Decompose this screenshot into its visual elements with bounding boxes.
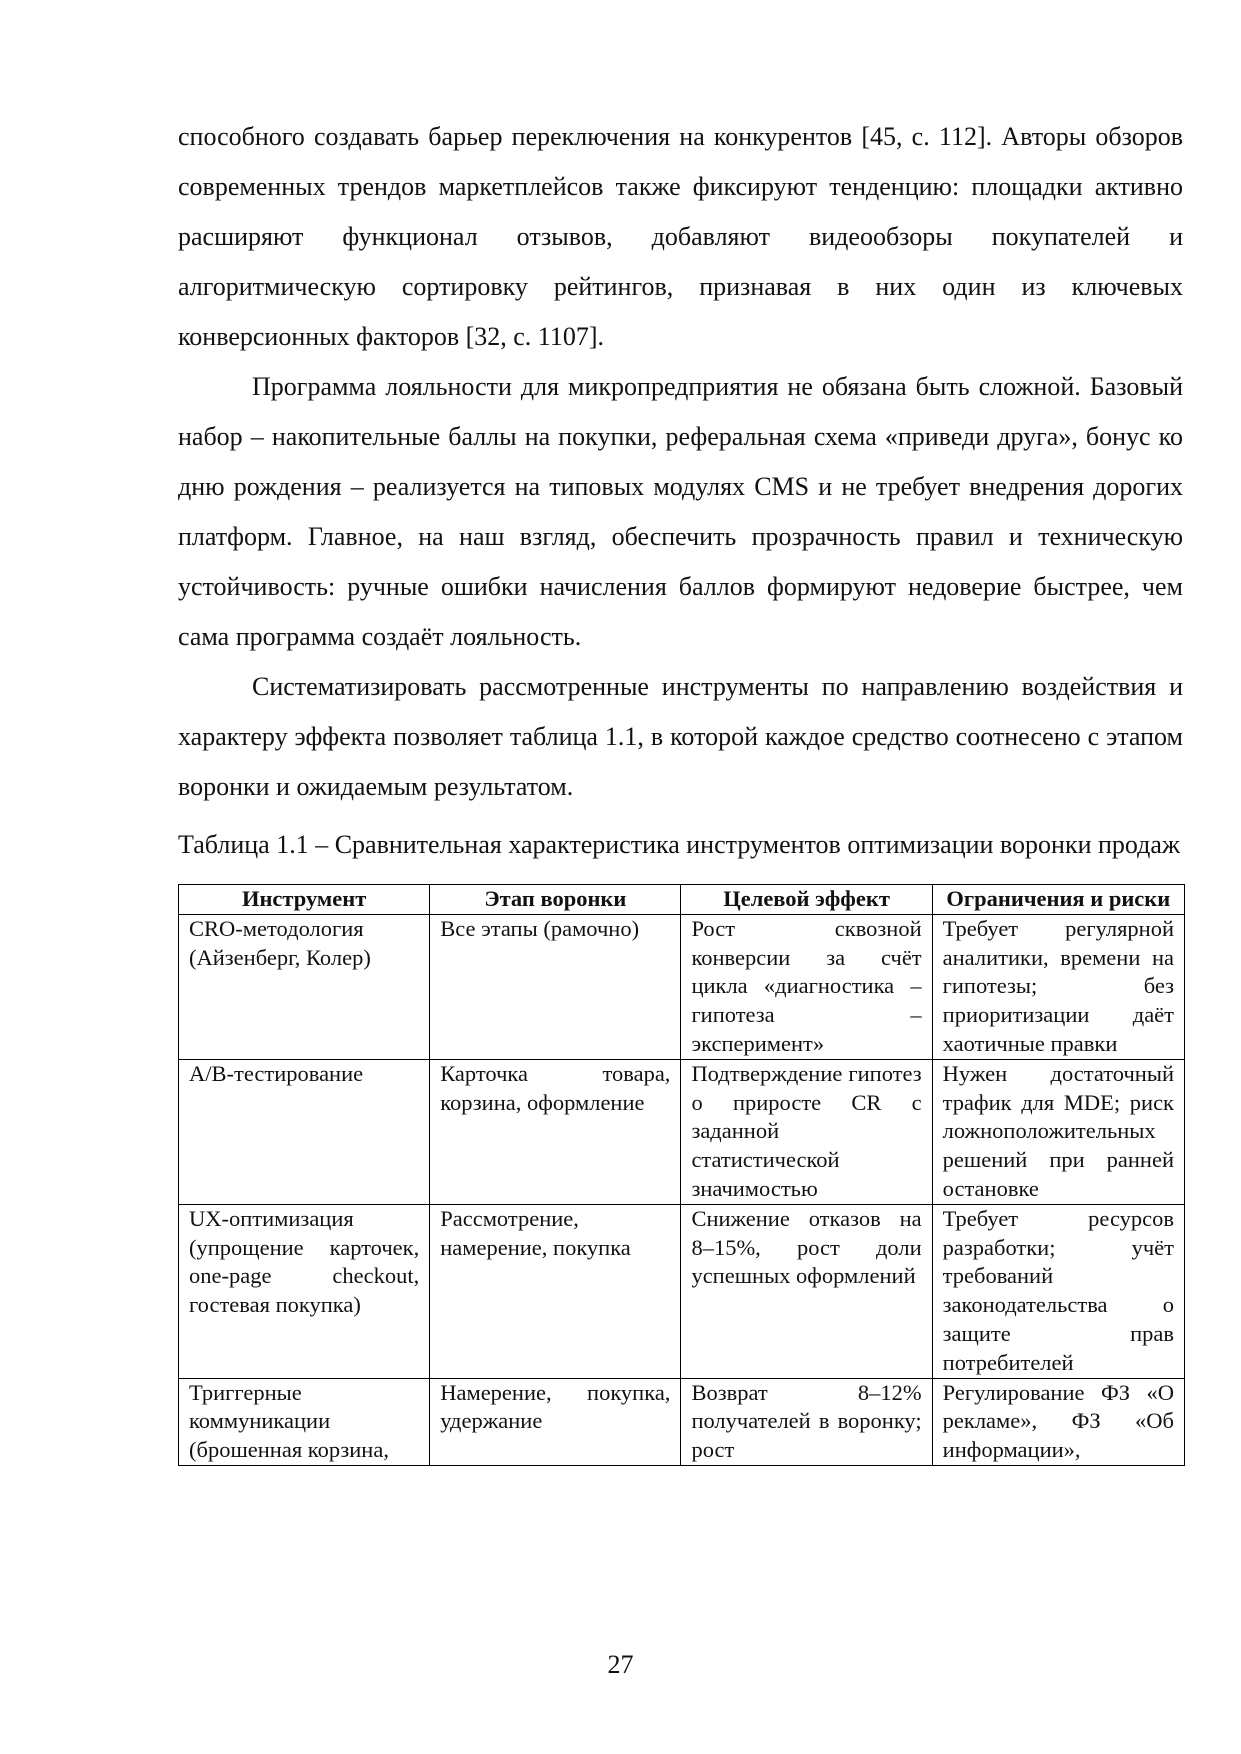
table-cell: Возврат 8–12% получателей в воронку; рост (681, 1378, 932, 1465)
table-header-cell: Ограничения и риски (932, 885, 1184, 915)
table-row (179, 1204, 1185, 1378)
table-caption: Таблица 1.1 – Сравнительная характеристика инструментов оптимизации воронки продаж (178, 830, 1180, 859)
table-header-cell: Инструмент (179, 885, 430, 915)
table-cell: A/B-тестирование (179, 1059, 430, 1204)
table-cell: Снижение отказов на 8–15%, рост доли успешных оформлений (681, 1204, 932, 1378)
table-header-cell: Этап воронки (430, 885, 681, 915)
table-header-row (179, 885, 1185, 915)
paragraph-2: Программа лояльности для микропредприятия не обязана быть сложной. Базовый набор – накопительные баллы на покупки, реферальная схема «приведи друга», бонус ко дню рождения – реализуется на типовых модулях CMS и не требует внедрения дорогих платформ. Главное, на наш взгляд, обеспечить прозрачность правил и техническую устойчивость: ручные ошибки начисления баллов формируют недоверие быстрее, чем сама программа создаёт лояльность. (178, 372, 1183, 651)
table-cell: Намерение, покупка, удержание (430, 1378, 681, 1465)
page-number: 27 (607, 1650, 634, 1679)
table-row (179, 914, 1185, 1059)
table-cell: Рост сквозной конверсии за счёт цикла «диагностика – гипотеза – эксперимент» (681, 914, 932, 1059)
table-cell: CRO-методология (Айзенберг, Колер) (179, 914, 430, 1059)
table-cell: Триггерные коммуникации (брошенная корзина, (179, 1378, 430, 1465)
table-cell: Требует ресурсов разработки; учёт требований законодательства о защите прав потребителей (932, 1204, 1184, 1378)
table-cell: Рассмотрение, намерение, покупка (430, 1204, 681, 1378)
comparison-table (178, 884, 1185, 1466)
paragraph-1: способного создавать барьер переключения на конкурентов [45, с. 112]. Авторы обзоров современных трендов маркетплейсов также фиксируют тенденцию: площадки активно расширяют функционал отзывов, добавляют видеообзоры покупателей и алгоритмическую сортировку рейтингов, признавая в них один из ключевых конверсионных факторов [32, с. 1107]. (178, 122, 1183, 351)
table-cell: Регулирование ФЗ «О рекламе», ФЗ «Об информации», (932, 1378, 1184, 1465)
table-row (179, 1378, 1185, 1465)
table-cell: Требует регулярной аналитики, времени на гипотезы; без приоритизации даёт хаотичные правки (932, 914, 1184, 1059)
table-cell: Все этапы (рамочно) (430, 914, 681, 1059)
table-header-cell: Целевой эффект (681, 885, 932, 915)
table-cell: Карточка товара, корзина, оформление (430, 1059, 681, 1204)
table-cell: Подтверждение гипотез о приросте CR с заданной статистической значимостью (681, 1059, 932, 1204)
table-cell: Нужен достаточный трафик для MDE; риск ложноположительных решений при ранней остановке (932, 1059, 1184, 1204)
table-cell: UX-оптимизация (упрощение карточек, one-page checkout, гостевая покупка) (179, 1204, 430, 1378)
document-page (178, 112, 1183, 1466)
paragraph-3: Систематизировать рассмотренные инструменты по направлению воздействия и характеру эффекта позволяет таблица 1.1, в которой каждое средство соотнесено с этапом воронки и ожидаемым результатом. (178, 672, 1183, 801)
table-row (179, 1059, 1185, 1204)
